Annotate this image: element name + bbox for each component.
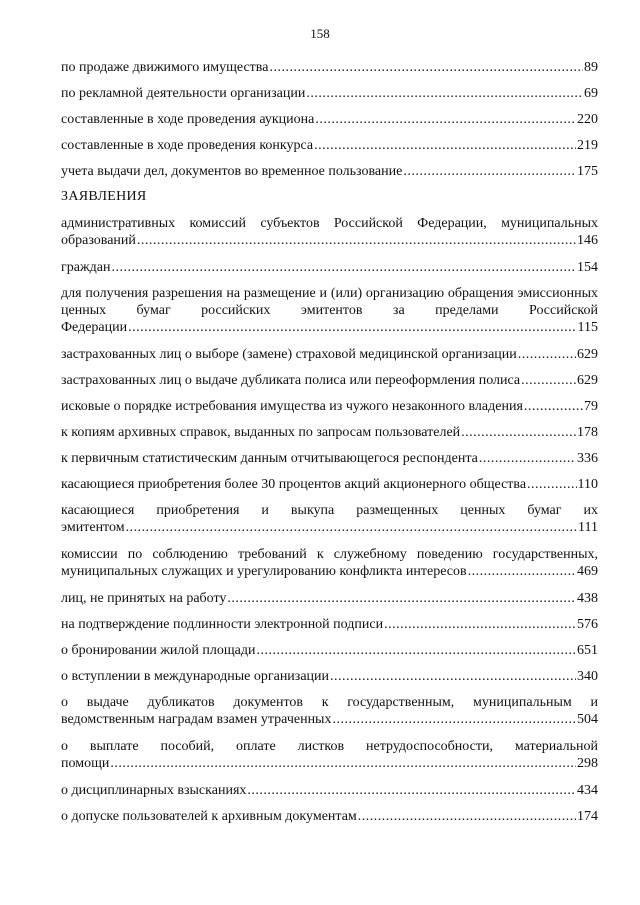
entry-text: о допуске пользователей к архивным документам bbox=[61, 809, 357, 824]
entry-text: ведомственным наградам взамен утраченных bbox=[61, 712, 332, 727]
dot-leader bbox=[227, 590, 576, 607]
index-entry bbox=[61, 502, 598, 536]
entry-page: 110 bbox=[577, 477, 598, 492]
entry-text: касающиеся приобретения более 30 процентов акций акционерного общества bbox=[61, 477, 527, 492]
entry-lead-text: о выплате пособий, оплате листков нетрудоспособности, материальной bbox=[61, 739, 598, 754]
dot-leader bbox=[521, 372, 576, 389]
dot-leader bbox=[330, 668, 576, 685]
entry-text: составленные в ходе проведения аукциона bbox=[61, 112, 315, 127]
index-entry bbox=[61, 163, 598, 180]
index-entry bbox=[61, 694, 598, 728]
entry-page: 651 bbox=[577, 643, 598, 658]
dot-leader bbox=[461, 424, 576, 441]
index-entry bbox=[61, 738, 598, 772]
entry-text: исковые о порядке истребования имущества из чужого незаконного владения bbox=[61, 399, 523, 414]
index-entry bbox=[61, 424, 598, 441]
entry-text: составленные в ходе проведения конкурса bbox=[61, 138, 314, 153]
entry-page: 298 bbox=[577, 756, 598, 771]
dot-leader bbox=[256, 642, 576, 659]
entry-text: о дисциплинарных взысканиях bbox=[61, 783, 247, 798]
entry-text: о бронировании жилой площади bbox=[61, 643, 256, 658]
entry-text: застрахованных лиц о выборе (замене) страховой медицинской организации bbox=[61, 347, 517, 362]
entry-page: 438 bbox=[577, 591, 598, 606]
entry-text: образований bbox=[61, 233, 136, 248]
entry-page: 504 bbox=[577, 712, 598, 727]
dot-leader bbox=[111, 259, 576, 276]
entry-text: Федерации bbox=[61, 320, 128, 335]
index-entry bbox=[61, 215, 598, 249]
entry-text: учета выдачи дел, документов во временное пользование bbox=[61, 164, 403, 179]
entry-page: 340 bbox=[577, 669, 598, 684]
dot-leader bbox=[332, 711, 576, 728]
dot-leader bbox=[315, 111, 576, 128]
entry-page: 469 bbox=[577, 564, 598, 579]
entry-text: застрахованных лиц о выдаче дубликата полиса или переоформления полиса bbox=[61, 373, 521, 388]
index-entry bbox=[61, 476, 598, 493]
index-entry bbox=[61, 668, 598, 685]
entry-page: 629 bbox=[577, 347, 598, 362]
index-entry bbox=[61, 616, 598, 633]
dot-leader bbox=[306, 85, 583, 102]
index-entry bbox=[61, 346, 598, 363]
index-entry bbox=[61, 546, 598, 580]
index-entry bbox=[61, 372, 598, 389]
dot-leader bbox=[468, 563, 576, 580]
entry-lead-text: комиссии по соблюдению требований к служебному поведению государственных, bbox=[61, 547, 598, 562]
dot-leader bbox=[247, 782, 576, 799]
index-entry bbox=[61, 59, 598, 76]
dot-leader bbox=[403, 163, 576, 180]
dot-leader bbox=[314, 137, 576, 154]
index-entry bbox=[61, 111, 598, 128]
entry-page: 154 bbox=[577, 260, 598, 275]
index-entry bbox=[61, 808, 598, 825]
entry-page: 178 bbox=[577, 425, 598, 440]
index-entry bbox=[61, 259, 598, 276]
entry-page: 79 bbox=[584, 399, 598, 414]
index-entry bbox=[61, 590, 598, 607]
dot-leader bbox=[524, 398, 583, 415]
index-entry bbox=[61, 782, 598, 799]
index-entry bbox=[61, 398, 598, 415]
entry-text: по рекламной деятельности организации bbox=[61, 86, 306, 101]
entry-page: 629 bbox=[577, 373, 598, 388]
dot-leader bbox=[126, 519, 577, 536]
entry-page: 111 bbox=[578, 520, 598, 535]
entry-page: 434 bbox=[577, 783, 598, 798]
dot-leader bbox=[110, 755, 576, 772]
index-entry bbox=[61, 642, 598, 659]
dot-leader bbox=[269, 59, 583, 76]
entry-page: 576 bbox=[577, 617, 598, 632]
dot-leader bbox=[358, 808, 576, 825]
entry-page: 89 bbox=[584, 60, 598, 75]
entry-lead-text: касающиеся приобретения и выкупа размещенных ценных бумаг их bbox=[61, 503, 598, 518]
dot-leader bbox=[128, 319, 576, 336]
entry-page: 220 bbox=[577, 112, 598, 127]
entry-text: лиц, не принятых на работу bbox=[61, 591, 227, 606]
entry-page: 69 bbox=[584, 86, 598, 101]
dot-leader bbox=[479, 450, 576, 467]
entry-text: граждан bbox=[61, 260, 111, 275]
dot-leader bbox=[527, 476, 576, 493]
dot-leader bbox=[384, 616, 576, 633]
index-entry bbox=[61, 285, 598, 336]
entry-page: 115 bbox=[577, 320, 598, 335]
entry-text: эмитентом bbox=[61, 520, 125, 535]
page-number: 158 bbox=[310, 26, 330, 41]
section-heading: ЗАЯВЛЕНИЯ bbox=[61, 189, 147, 204]
entry-page: 175 bbox=[577, 164, 598, 179]
entry-text: по продаже движимого имущества bbox=[61, 60, 269, 75]
index-entry bbox=[61, 450, 598, 467]
entry-lead-text: о выдаче дубликатов документов к государственным, муниципальным и bbox=[61, 695, 598, 710]
entry-text: муниципальных служащих и урегулированию конфликта интересов bbox=[61, 564, 467, 579]
entry-page: 336 bbox=[577, 451, 598, 466]
entry-text: к первичным статистическим данным отчитывающегося респондента bbox=[61, 451, 478, 466]
entry-text: на подтверждение подлинности электронной подписи bbox=[61, 617, 384, 632]
index-entry bbox=[61, 85, 598, 102]
entry-text: к копиям архивных справок, выданных по запросам пользователей bbox=[61, 425, 461, 440]
dot-leader bbox=[518, 346, 576, 363]
entry-page: 219 bbox=[577, 138, 598, 153]
entry-text: помощи bbox=[61, 756, 110, 771]
dot-leader bbox=[137, 232, 576, 249]
entry-page: 174 bbox=[577, 809, 598, 824]
entry-page: 146 bbox=[577, 233, 598, 248]
entry-text: о вступлении в международные организации bbox=[61, 669, 330, 684]
entry-lead-text: для получения разрешения на размещение и (или) организацию обращения эмиссионных ценных бумаг российских эмитентов за пределами Российской bbox=[61, 286, 598, 318]
entry-lead-text: административных комиссий субъектов Российской Федерации, муниципальных bbox=[61, 216, 598, 231]
index-entry bbox=[61, 137, 598, 154]
index-list bbox=[61, 59, 598, 834]
